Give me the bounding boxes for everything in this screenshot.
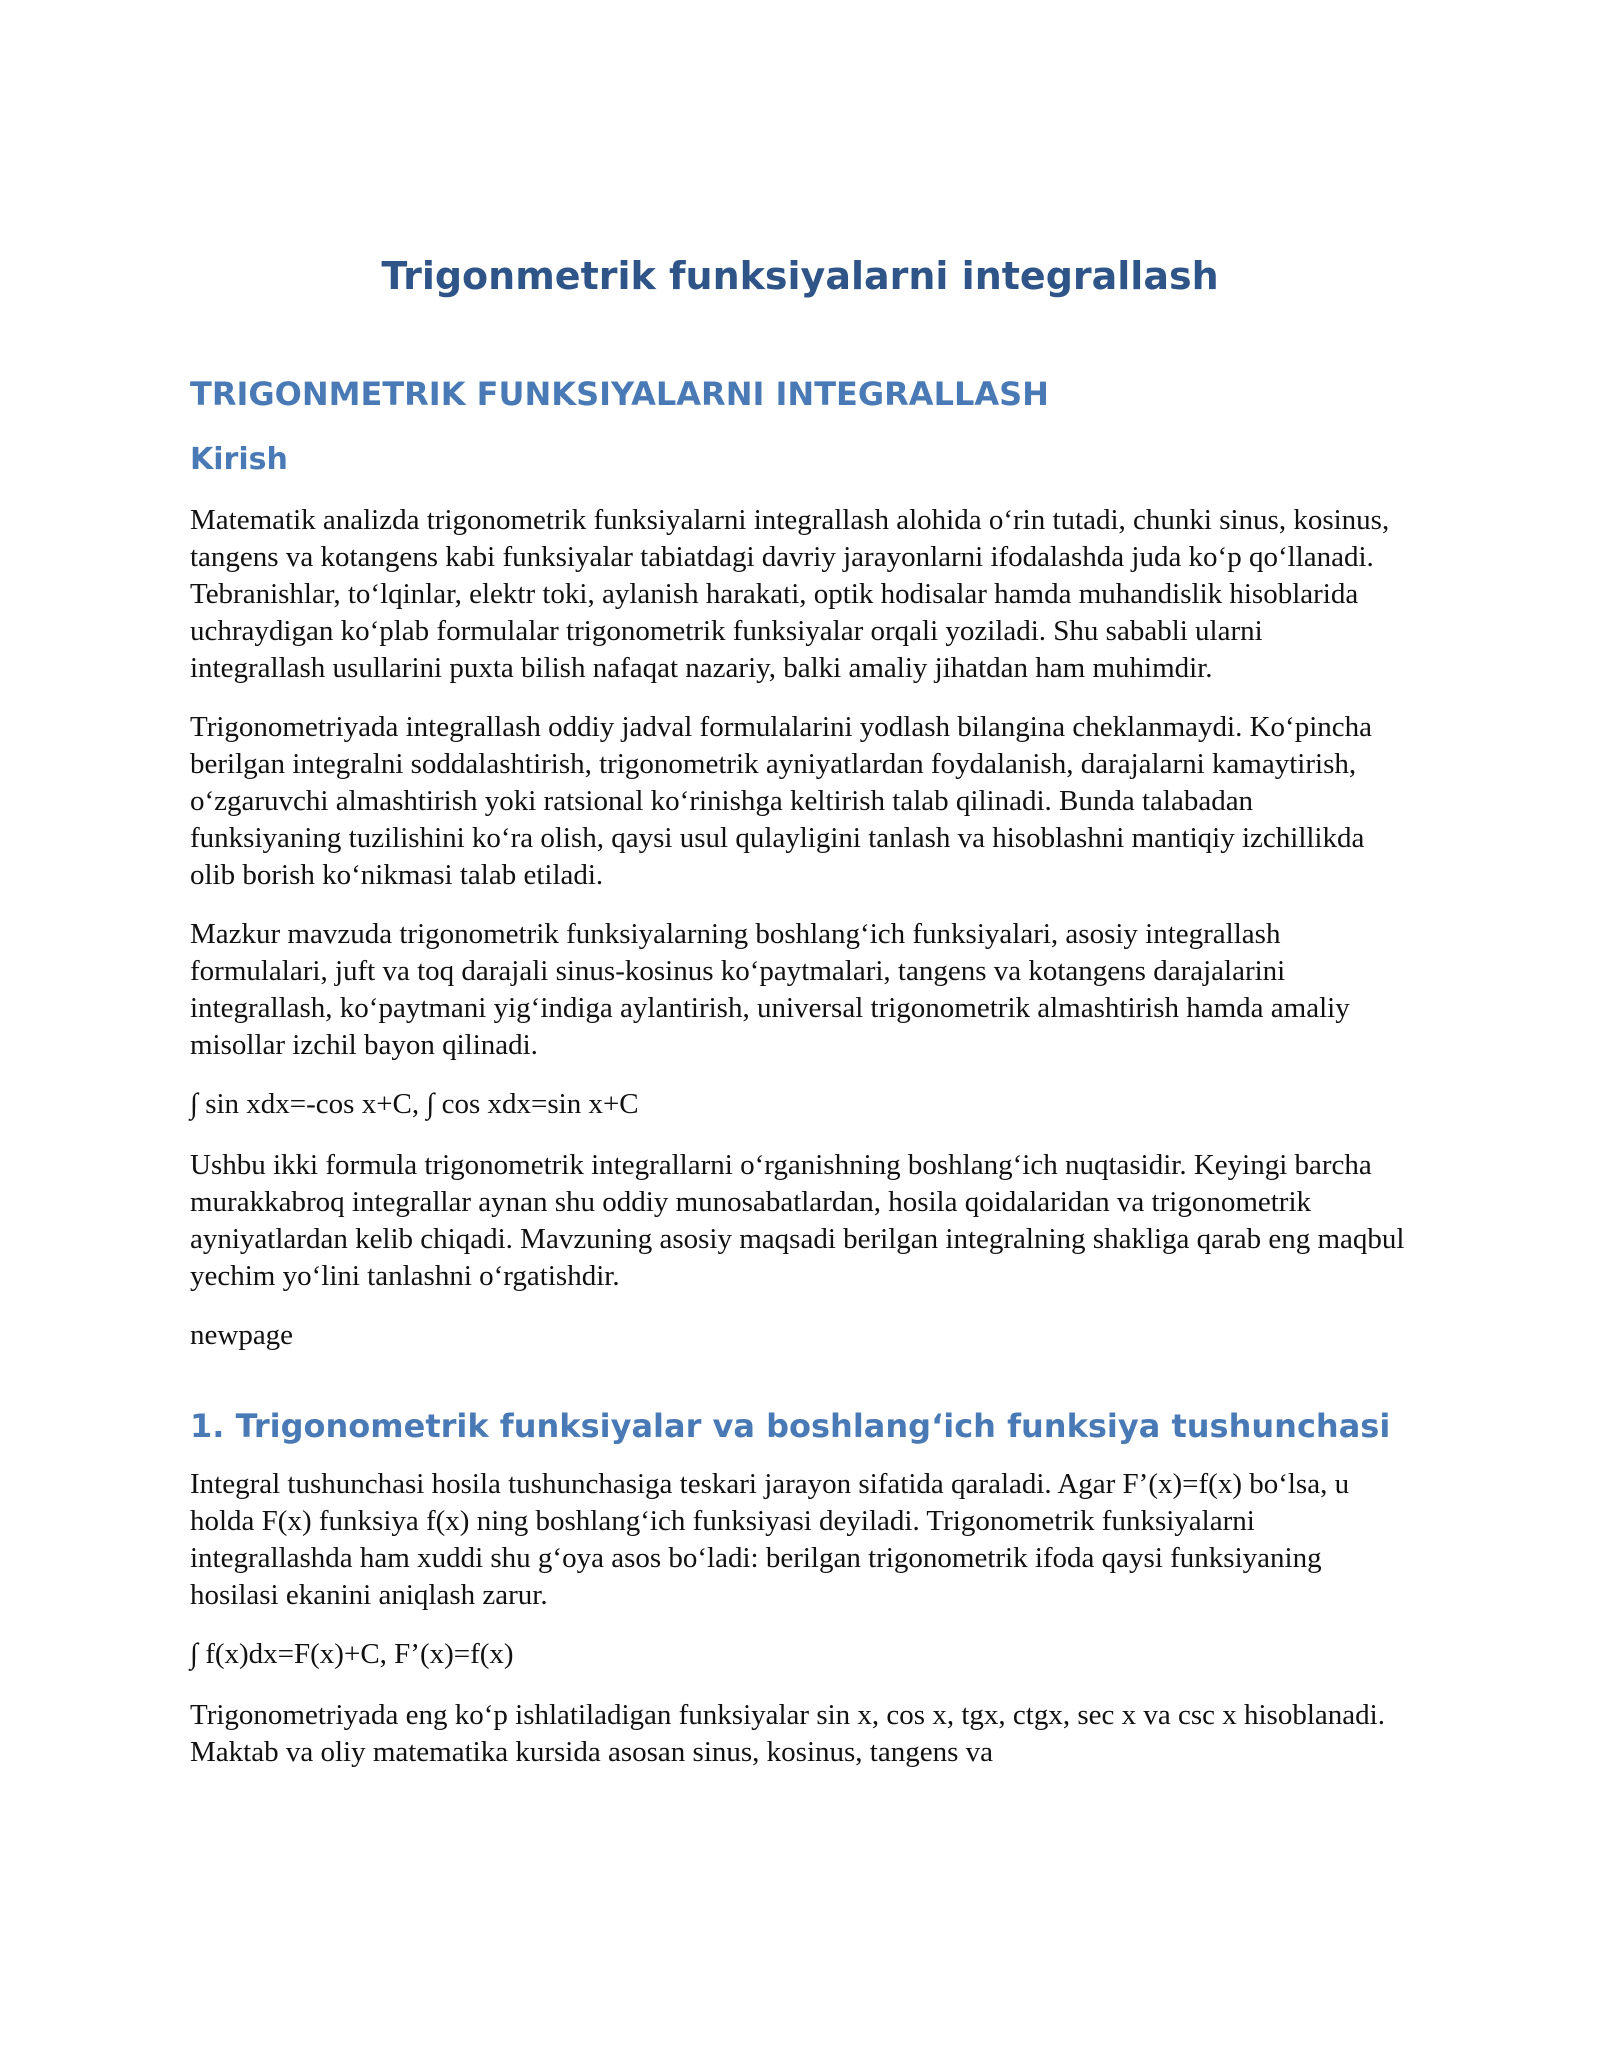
intro-paragraph-2: Trigonometriyada integrallash oddiy jadval formulalarini yodlash bilangina cheklanmaydi. Koʻpincha berilgan integralni soddalashtirish, trigonometrik ayniyatlardan foydalanish, darajalarni kamaytirish, oʻzgaruvchi almashtirish yoki ratsional koʻrinishga keltirish talab qilinadi. Bunda talabadan funksiyaning tuzilishini koʻra olish, qaysi usul qulayligini tanlash va hisoblashni mantiqiy izchillikda olib borish koʻnikmasi talab etiladi. (190, 711, 1372, 891)
document-title: Trigonmetrik funksiyalarni integrallash (381, 254, 1219, 298)
main-heading: TRIGONMETRIK FUNKSIYALARNI INTEGRALLASH (190, 375, 1049, 413)
section-1-paragraph-2: Trigonometriyada eng koʻp ishlatiladigan funksiyalar sin x, cos x, tgx, ctgx, sec x va csc x hisoblanadi. Maktab va oliy matematika kursida asosan sinus, kosinus, tangens va (190, 1699, 1385, 1768)
intro-paragraph-4: Ushbu ikki formula trigonometrik integrallarni oʻrganishning boshlangʻich nuqtasidir. Keyingi barcha murakkabroq integrallar aynan shu oddiy munosabatlardan, hosila qoidalaridan va trigonometrik ayniyatlardan kelib chiqadi. Mavzuning asosiy maqsadi berilgan integralning shakliga qarab eng maqbul yechim yoʻlini tanlashni oʻrgatishdir. (190, 1149, 1405, 1292)
section-1-heading: 1. Trigonometrik funksiyalar va boshlangʻich funksiya tushunchasi (190, 1407, 1391, 1445)
intro-paragraph-1: Matematik analizda trigonometrik funksiyalarni integrallash alohida oʻrin tutadi, chunki sinus, kosinus, tangens va kotangens kabi funksiyalar tabiatdagi davriy jarayonlarni ifodalashda juda koʻp qoʻllanadi. Tebranishlar, toʻlqinlar, elektr toki, aylanish harakati, optik hodisalar hamda muhandislik hisoblarida uchraydigan koʻplab formulalar trigonometrik funksiyalar orqali yoziladi. Shu sababli ularni integrallash usullarini puxta bilish nafaqat nazariy, balki amaliy jihatdan ham muhimdir. (190, 504, 1390, 684)
section-1-formula: ∫ f(x)dx=F(x)+C, F’(x)=f(x) (190, 1638, 514, 1670)
intro-heading: Kirish (190, 442, 288, 477)
intro-formula: ∫ sin xdx=-cos x+C, ∫ cos xdx=sin x+C (190, 1088, 639, 1120)
document-body (190, 372, 1410, 1793)
newpage-marker: newpage (190, 1319, 294, 1351)
intro-paragraph-3: Mazkur mavzuda trigonometrik funksiyalarning boshlangʻich funksiyalari, asosiy integrallash formulalari, juft va toq darajali sinus-kosinus koʻpaytmalari, tangens va kotangens darajalarini integrallash, koʻpaytmani yigʻindiga aylantirish, universal trigonometrik almashtirish hamda amaliy misollar izchil bayon qilinadi. (190, 918, 1350, 1061)
section-1-paragraph-1: Integral tushunchasi hosila tushunchasiga teskari jarayon sifatida qaraladi. Agar F’(x)=f(x) boʻlsa, u holda F(x) funksiya f(x) ning boshlangʻich funksiyasi deyiladi. Trigonometrik funksiyalarni integrallashda ham xuddi shu gʻoya asos boʻladi: berilgan trigonometrik ifoda qaysi funksiyaning hosilasi ekanini aniqlash zarur. (190, 1468, 1350, 1611)
